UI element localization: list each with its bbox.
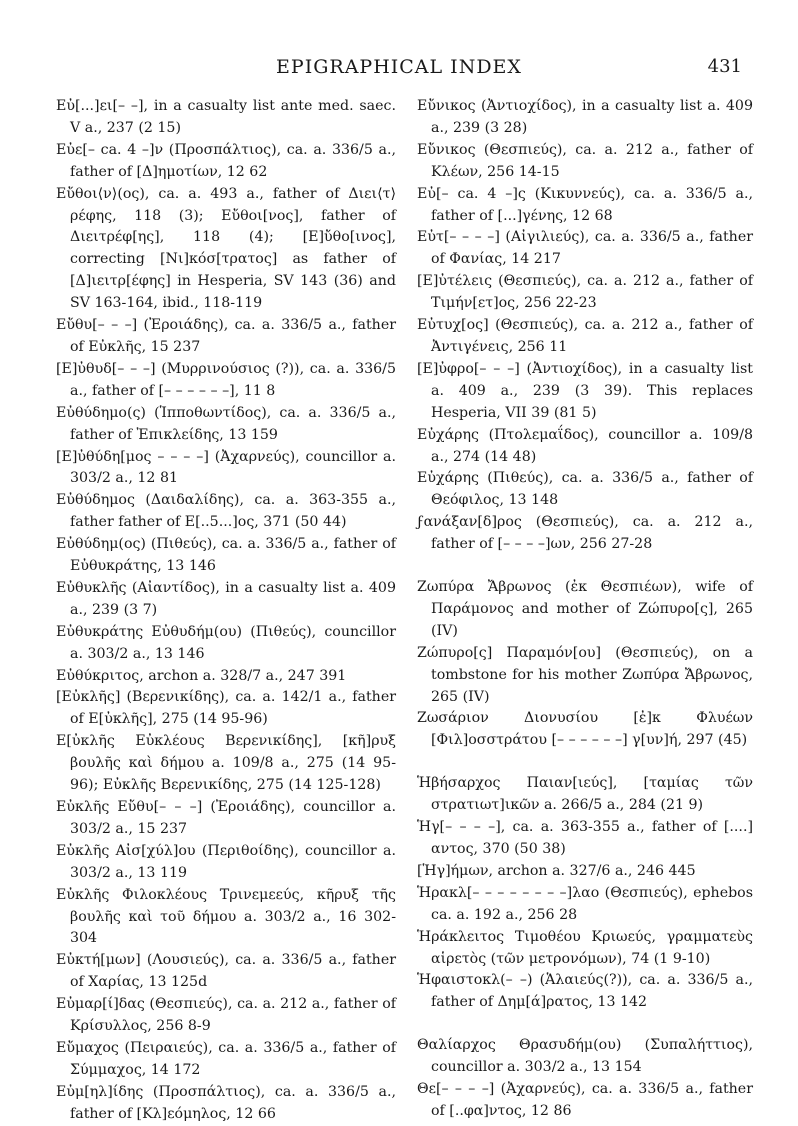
index-entry: [Ε]ὐθυδ[– – –] (Μυρρινούσιος (?)), ca. a. 336/5 a., father of [– – – – – –], 11 8 (56, 360, 396, 399)
index-entry: Ἡφαιστοκλ(– –) (Ἁλαιεύς(?)), ca. a. 336/5 a., father of Δημ[ά]ρατος, 13 142 (417, 972, 753, 1011)
index-entry: Εὐθύδημ(ος) (Πιθεύς), ca. a. 336/5 a., father of Εὐθυκράτης, 13 146 (56, 536, 396, 575)
index-entry: [Ἡγ]ήμων, archon a. 327/6 a., 246 445 (417, 862, 696, 879)
index-entry: Εὐε[– ca. 4 –]ν (Προσπάλτιος), ca. a. 336/5 a., father of [Δ]ημοτίων, 12 62 (56, 141, 396, 180)
index-entry: Εὐτ[– – – –] (Αἰγιλιεύς), ca. a. 336/5 a., father of Φανίας, 14 217 (417, 229, 753, 268)
left-column (56, 96, 396, 1126)
index-entry: ϝανάξαν[δ]ρος (Θεσπιεύς), ca. a. 212 a., father of [– – – –]ων, 256 27-28 (417, 514, 753, 553)
index-entry: Εὐτυχ[ος] (Θεσπιεύς), ca. a. 212 a., father of Ἀντιγένεις, 256 11 (417, 317, 753, 355)
index-entry: [Ε]ὐφρο[– – –] (Ἀντιοχίδος), in a casualty list a. 409 a., 239 (3 39). This replaces Hesperia, VII 39 (81 5) (417, 360, 753, 421)
index-entry: Εὔθοι⟨ν⟩(ος), ca. a. 493 a., father of Διει⟨τ⟩ρέφης, 118 (3); Εὔθοι[νος], father of Διειτρέφ[ης], 118 (4); [Ε]ὔθο[ινος], correcting [Νι]κόσ[τρατος] as father of [Δ]ιειτρ[έφης] in Hesperia, SV 143 (36) and SV 163-164, ibid., 118-119 (56, 185, 396, 312)
index-entry: Εὔνικος (Θεσπιεύς), ca. a. 212 a., father of Κλέων, 256 14-15 (417, 141, 753, 180)
index-entry: Ζωπύρα Ἄβρωνος (ἐκ Θεσπιέων), wife of Παράμονος and mother of Ζώπυρο[ς], 265 (IV) (417, 579, 753, 639)
index-entry: Εὐθύδημος (Δαιδαλίδης), ca. a. 363-355 a., father father of Ε[..5...]ος, 371 (50 44) (56, 492, 396, 531)
index-entry: Εὐθυκλῆς (Αἰαντίδος), in a casualty list a. 409 a., 239 (3 7) (56, 579, 396, 618)
running-header (0, 56, 798, 84)
right-column (417, 96, 753, 1123)
index-entry: Ἡράκλειτος Τιμοθέου Κριωεύς, γραμματεὺς αἱρετὸς (τῶν μετρονόμων), 74 (1 9-10) (417, 928, 753, 967)
index-entry: Εὐμ[ηλ]ίδης (Προσπάλτιος), ca. a. 336/5 a., father of [Κλ]εόμηλος, 12 66 (56, 1083, 396, 1122)
section-gap (417, 556, 753, 577)
index-entry: Εὔμαχος (Πειραιεύς), ca. a. 336/5 a., father of Σύμμαχος, 14 172 (56, 1039, 396, 1078)
index-entry: Θε[– – – –] (Ἀχαρνεύς), ca. a. 336/5 a., father of [..φα]ντος, 12 86 (417, 1081, 753, 1119)
index-entry: Εὐθύδημο(ς) (Ἱπποθωντίδος), ca. a. 336/5 a., father of Ἐπικλείδης, 13 159 (56, 404, 396, 443)
page-title: EPIGRAPHICAL INDEX (276, 56, 522, 78)
index-entry: Εὐκτή[μων] (Λουσιεύς), ca. a. 336/5 a., father of Χαρίας, 13 125d (56, 952, 396, 991)
index-entry: Ἡρακλ[– – – – – – – –]λαο (Θεσπιεύς), ephebos ca. a. 192 a., 256 28 (417, 884, 753, 923)
index-entry: Εὐμαρ[ί]δας (Θεσπιεύς), ca. a. 212 a., father of Κρίσυλλος, 256 8-9 (56, 996, 396, 1035)
index-entry: Θαλίαρχος Θρασυδήμ(ου) (Συπαλήττιος), councillor a. 303/2 a., 13 154 (417, 1037, 753, 1076)
page-number: 431 (707, 56, 742, 77)
index-entry: Εὐκλῆς Εὔθυ[– – –] (Ἐροιάδης), councillor a. 303/2 a., 15 237 (56, 799, 396, 837)
index-entry: Εὐκλῆς Φιλοκλέους Τρινεμεεύς, κῆρυξ τῆς βουλῆς καὶ τοῦ δήμου a. 303/2 a., 16 302-304 (56, 886, 396, 947)
index-entry: Εὐχάρης (Πιθεύς), ca. a. 336/5 a., father of Θεόφιλος, 13 148 (417, 470, 753, 509)
index-entry: Ἡβήσαρχος Παιαν[ιεύς], [ταμίας τῶν στρατιωτ]ικῶν a. 266/5 a., 284 (21 9) (417, 775, 753, 814)
index-entry: Ε[ὐκλῆς Εὐκλέους Βερενικίδης], [κῆ]ρυξ βουλῆς καὶ δήμου a. 109/8 a., 275 (14 95-96); Εὐκλῆς Βερενικίδης, 275 (14 125-128) (56, 733, 396, 794)
index-entry: [Εὐκλῆς] (Βερενικίδης), ca. a. 142/1 a., father of Ε[ὐκλῆς], 275 (14 95-96) (56, 689, 396, 728)
index-entry: [Ε]ὐτέλεις (Θεσπιεύς), ca. a. 212 a., father of Τιμήν[ετ]ος, 256 22-23 (417, 273, 753, 312)
index-entry: Εὐθυκράτης Εὐθυδήμ(ου) (Πιθεύς), councillor a. 303/2 a., 13 146 (56, 623, 396, 662)
index-entry: Εὐκλῆς Αἰσ[χύλ]ου (Περιθοίδης), councillor a. 303/2 a., 13 119 (56, 842, 396, 881)
index-entry: Εὔνικος (Ἀντιοχίδος), in a casualty list a. 409 a., 239 (3 28) (417, 98, 753, 136)
index-entry: Ζωσάριον Διονυσίου [ἐ]κ Φλυέων [Φιλ]οσστράτου [– – – – – –] γ[υν]ή, 297 (45) (417, 710, 753, 749)
index-entry: Εὐ[– ca. 4 –]ς (Κικυννεύς), ca. a. 336/5 a., father of [...]γένης, 12 68 (417, 185, 753, 224)
index-entry: [Ε]ὐθύδη[μος – – – –] (Ἀχαρνεύς), councillor a. 303/2 a., 12 81 (56, 448, 396, 487)
section-gap (417, 752, 753, 773)
index-entry: Ζώπυρο[ς] Παραμόν[ου] (Θεσπιεύς), on a tombstone for his mother Ζωπύρα Ἄβρωνος, 265 (IV) (417, 644, 753, 705)
index-entry: Ἡγ[– – – –], ca. a. 363-355 a., father of [....] αντος, 370 (50 38) (417, 819, 753, 857)
section-gap (417, 1014, 753, 1035)
index-entry: Εὔθυ[– – –] (Ἐροιάδης), ca. a. 336/5 a., father of Εὐκλῆς, 15 237 (56, 317, 396, 355)
index-entry: Εὐ[...]ει[– –], in a casualty list ante med. saec. V a., 237 (2 15) (56, 98, 396, 136)
index-entry: Εὐχάρης (Πτολεμαΐδος), councillor a. 109/8 a., 274 (14 48) (417, 426, 753, 465)
index-entry: Εὐθύκριτος, archon a. 328/7 a., 247 391 (56, 667, 347, 684)
